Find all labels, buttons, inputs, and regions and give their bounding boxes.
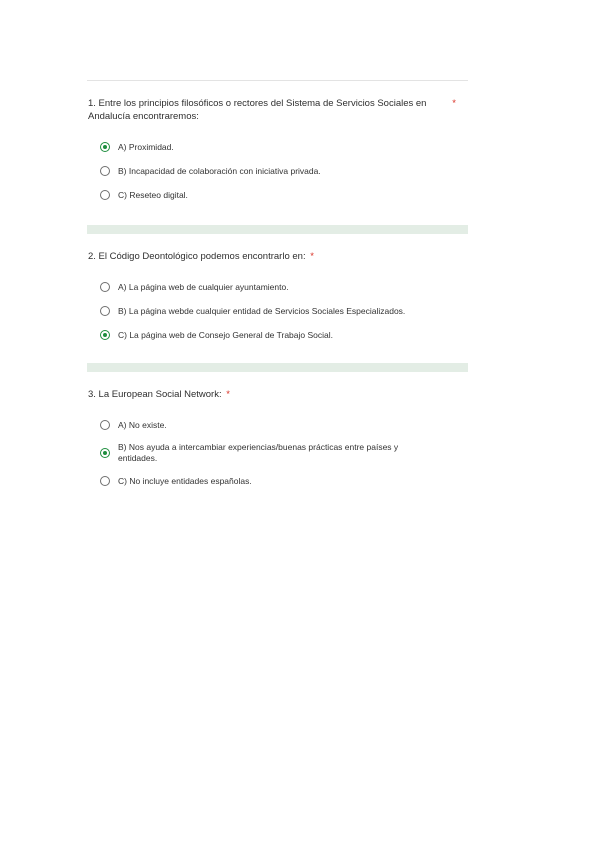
section-separator: [87, 363, 468, 372]
option-c[interactable]: [87, 183, 468, 207]
radio-unchecked-icon[interactable]: [100, 476, 110, 486]
option-label: A) Proximidad.: [118, 141, 174, 152]
question-text: 1. Entre los principios filosóficos o rectores del Sistema de Servicios Sociales en Andalucía encontraremos:: [88, 98, 427, 122]
radio-checked-icon[interactable]: [100, 448, 110, 458]
option-label: A) La página web de cualquier ayuntamiento.: [118, 281, 289, 292]
radio-unchecked-icon[interactable]: [100, 282, 110, 292]
option-a[interactable]: [87, 275, 468, 299]
question-2: [87, 234, 468, 357]
question-title: [87, 250, 468, 263]
question-1: [87, 81, 468, 217]
option-label: C) No incluye entidades españolas.: [118, 475, 252, 486]
radio-unchecked-icon[interactable]: [100, 306, 110, 316]
option-label: C) Reseteo digital.: [118, 189, 188, 200]
radio-checked-icon[interactable]: [100, 142, 110, 152]
option-label: A) No existe.: [118, 419, 167, 430]
option-label: C) La página web de Consejo General de Trabajo Social.: [118, 329, 333, 340]
option-c[interactable]: [87, 323, 468, 347]
option-label: B) La página webde cualquier entidad de Servicios Sociales Especializados.: [118, 305, 406, 316]
options-list: [87, 413, 468, 493]
option-b[interactable]: [87, 437, 468, 469]
options-list: [87, 135, 468, 207]
options-list: [87, 275, 468, 347]
radio-unchecked-icon[interactable]: [100, 166, 110, 176]
option-label: B) Incapacidad de colaboración con iniciativa privada.: [118, 165, 321, 176]
option-a[interactable]: [87, 135, 468, 159]
option-b[interactable]: [87, 299, 468, 323]
quiz-form: [87, 80, 468, 503]
option-b[interactable]: [87, 159, 468, 183]
question-text: 3. La European Social Network:: [88, 389, 222, 400]
option-label: B) Nos ayuda a intercambiar experiencias/buenas prácticas entre países y entidades.: [118, 442, 399, 463]
question-3: [87, 372, 468, 503]
radio-checked-icon[interactable]: [100, 330, 110, 340]
radio-unchecked-icon[interactable]: [100, 190, 110, 200]
required-mark: *: [452, 98, 456, 109]
section-separator: [87, 225, 468, 234]
option-c[interactable]: [87, 469, 468, 493]
required-mark: *: [310, 251, 314, 262]
question-title: [87, 97, 468, 123]
radio-unchecked-icon[interactable]: [100, 420, 110, 430]
option-a[interactable]: [87, 413, 468, 437]
required-mark: *: [226, 389, 230, 400]
question-text: 2. El Código Deontológico podemos encontrarlo en:: [88, 251, 306, 262]
question-title: [87, 388, 468, 401]
